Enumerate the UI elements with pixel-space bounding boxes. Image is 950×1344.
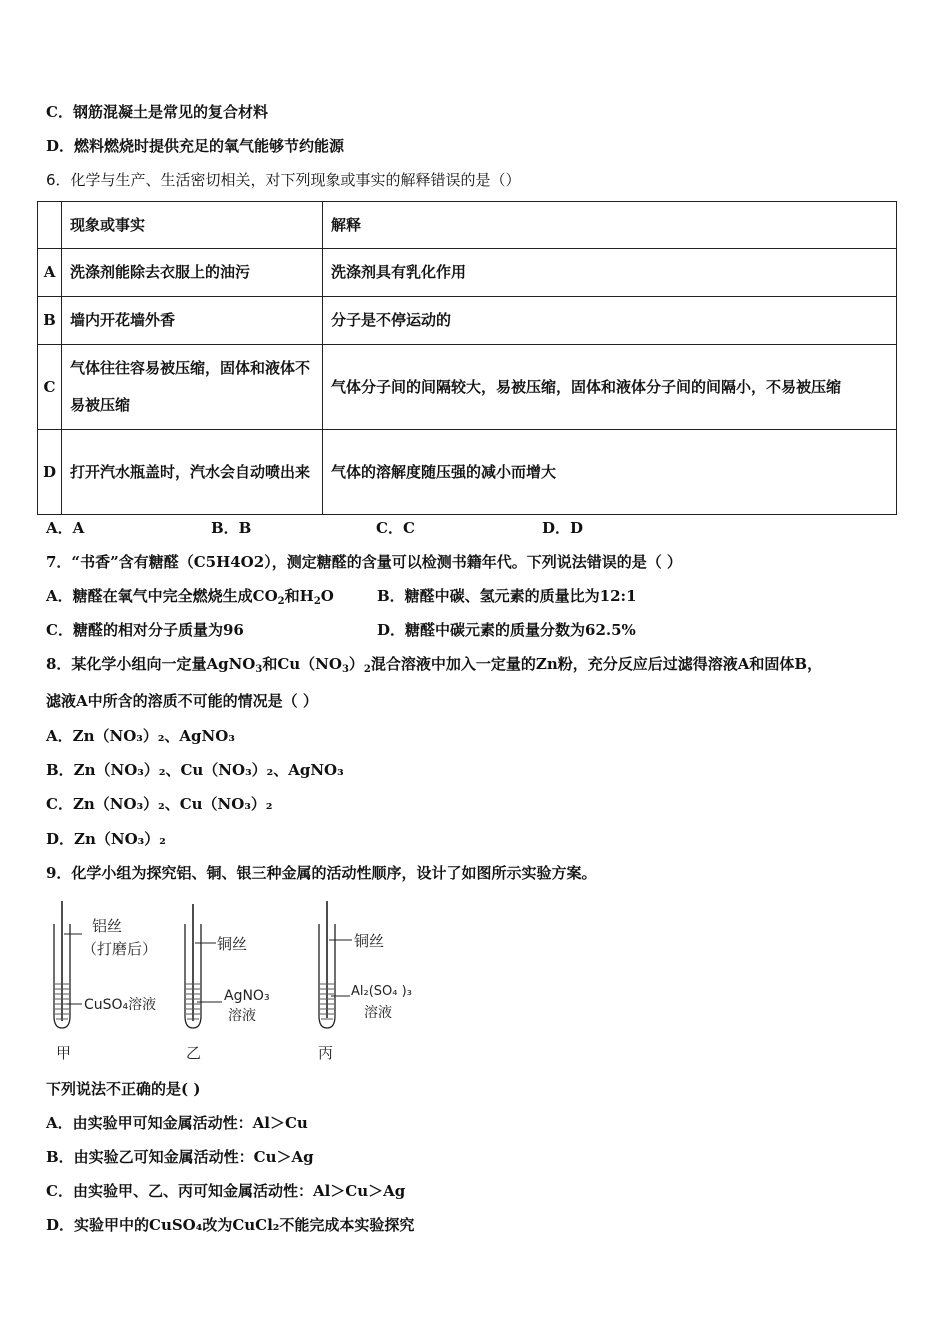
test-tube-yi bbox=[185, 904, 222, 1028]
row-explain: 气体的溶解度随压强的减小而增大 bbox=[323, 430, 897, 515]
table-header-fact: 现象或事实 bbox=[62, 202, 323, 249]
table-header-explain: 解释 bbox=[323, 202, 897, 249]
q6-option-b: B．B bbox=[211, 519, 252, 537]
q9-option-d: D．实验甲中的CuSO₄改为CuCl₂不能完成本实验探究 bbox=[46, 1216, 415, 1234]
q8-option-a: A．Zn（NO₃）₂、AgNO₃ bbox=[46, 727, 235, 745]
q6-option-c: C．C bbox=[376, 519, 415, 537]
row-fact: 气体往往容易被压缩，固体和液体不易被压缩 bbox=[62, 345, 323, 430]
row-letter: B bbox=[38, 297, 62, 345]
label-cuso4-solution: CuSO₄溶液 bbox=[84, 997, 157, 1013]
q6-table bbox=[37, 201, 897, 515]
row-letter: D bbox=[38, 430, 62, 515]
label-al-wire: 铝丝 bbox=[92, 917, 123, 935]
table-row bbox=[38, 297, 897, 345]
row-fact: 墙内开花墙外香 bbox=[62, 297, 323, 345]
q7-stem: 7．“书香”含有糖醛（C5H4O2），测定糖醛的含量可以检测书籍年代。下列说法错误的是（ ） bbox=[46, 553, 682, 571]
q5-option-c: C．钢筋混凝土是常见的复合材料 bbox=[46, 103, 268, 121]
table-row bbox=[38, 345, 897, 430]
row-explain: 洗涤剂具有乳化作用 bbox=[323, 249, 897, 297]
row-fact: 打开汽水瓶盖时，汽水会自动喷出来 bbox=[62, 430, 323, 515]
label-cu-wire-2: 铜丝 bbox=[354, 932, 385, 950]
test-tube-bing bbox=[319, 901, 352, 1028]
label-agno3-solution: 溶液 bbox=[228, 1008, 256, 1024]
label-bing: 丙 bbox=[318, 1044, 334, 1062]
q8-stem-line1: 8．某化学小组向一定量AgNO$_3$和$Cu(NO_3)_2$混合溶液中加入一定量的Zn粉，充分反应后过滤得溶液A和固体B， bbox=[46, 655, 823, 675]
q6-stem: 6．化学与生产、生活密切相关，对下列现象或事实的解释错误的是（） bbox=[46, 171, 521, 189]
table-row bbox=[38, 202, 897, 249]
label-al2so43-solution: 溶液 bbox=[364, 1005, 392, 1021]
experiment-figure bbox=[46, 896, 446, 1066]
q9-option-a: A．由实验甲可知金属活动性：Al＞Cu bbox=[46, 1114, 308, 1132]
table-row bbox=[38, 430, 897, 515]
q5-option-d: D．燃料燃烧时提供充足的氧气能够节约能源 bbox=[46, 137, 345, 155]
q6-option-d: D．D bbox=[542, 519, 584, 537]
q8-option-d: D．Zn（NO₃）₂ bbox=[46, 830, 166, 848]
row-explain: 分子是不停运动的 bbox=[323, 297, 897, 345]
row-fact: 洗涤剂能除去衣服上的油污 bbox=[62, 249, 323, 297]
label-al2so43: Al₂(SO₄ )₃ bbox=[351, 984, 412, 999]
table-row bbox=[38, 249, 897, 297]
q9-question: 下列说法不正确的是( ) bbox=[46, 1080, 201, 1098]
row-explain: 气体分子间的间隔较大，易被压缩，固体和液体分子间的间隔小，不易被压缩 bbox=[323, 345, 897, 430]
q8-option-c: C．Zn（NO₃）₂、Cu（NO₃）₂ bbox=[46, 795, 273, 813]
q9-option-c: C．由实验甲、乙、丙可知金属活动性：Al＞Cu＞Ag bbox=[46, 1182, 406, 1200]
q9-option-b: B．由实验乙可知金属活动性：Cu＞Ag bbox=[46, 1148, 314, 1166]
row-letter: A bbox=[38, 249, 62, 297]
label-cu-wire-1: 铜丝 bbox=[217, 935, 248, 953]
label-jia: 甲 bbox=[56, 1044, 72, 1062]
test-tube-jia bbox=[54, 901, 82, 1028]
q6-option-a: A．A bbox=[46, 519, 85, 537]
q8-stem-line2: 滤液A中所含的溶质不可能的情况是（ ） bbox=[46, 692, 318, 710]
q7-option-b: B．糖醛中碳、氢元素的质量比为12:1 bbox=[377, 587, 637, 605]
label-polished: （打磨后） bbox=[82, 940, 158, 958]
q8-option-b: B．Zn（NO₃）₂、Cu（NO₃）₂、AgNO₃ bbox=[46, 761, 344, 779]
q9-stem: 9．化学小组为探究铝、铜、银三种金属的活动性顺序，设计了如图所示实验方案。 bbox=[46, 864, 597, 882]
label-yi: 乙 bbox=[186, 1044, 202, 1062]
q7-option-a: A．糖醛在氧气中完全燃烧生成$CO_2$和$H_2O$ bbox=[46, 587, 334, 607]
row-letter: C bbox=[38, 345, 62, 430]
q7-option-d: D．糖醛中碳元素的质量分数为62.5% bbox=[377, 621, 636, 639]
q7-option-c: C．糖醛的相对分子质量为96 bbox=[46, 621, 244, 639]
label-agno3: AgNO₃ bbox=[224, 988, 270, 1004]
